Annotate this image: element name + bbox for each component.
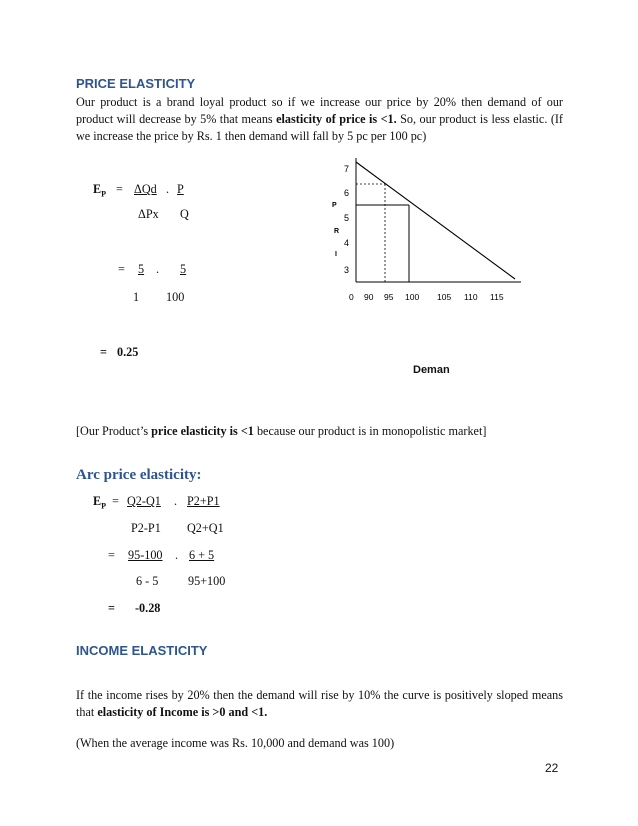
- formula-equals-3: =: [100, 345, 107, 359]
- formula-dqd: ΔQd: [134, 182, 157, 196]
- arc-heading: Arc price elasticity:: [76, 467, 202, 483]
- arc-q2q1: Q2-Q1: [127, 494, 161, 508]
- arc-dot: .: [174, 494, 178, 508]
- x-tick-115: 115: [490, 292, 504, 302]
- arc-p2p1: P2-P1: [131, 521, 161, 535]
- x-tick-0: 0: [349, 292, 354, 302]
- formula-dot: .: [166, 182, 170, 196]
- x-tick-90: 90: [364, 292, 374, 302]
- y-tick-5: 5: [344, 213, 350, 223]
- arc-95-100: 95-100: [128, 548, 163, 562]
- formula-equals: =: [116, 182, 123, 196]
- page-number: 22: [545, 761, 559, 775]
- arc-equals-3: =: [108, 601, 115, 615]
- y-tick-6: 6: [344, 188, 350, 198]
- arc-p2p1-sum: P2+P1: [187, 494, 220, 508]
- arc-equals-2: =: [108, 548, 115, 562]
- formula-100: 100: [166, 290, 185, 304]
- ep-symbol: $E_P$: [93, 182, 107, 199]
- income-heading: INCOME ELASTICITY: [76, 643, 208, 658]
- formula-5b: 5: [180, 262, 187, 276]
- y-label-i: I: [335, 251, 337, 258]
- arc-result: -0.28: [135, 601, 161, 615]
- x-axis-label: Deman: [413, 364, 450, 376]
- price-elasticity-paragraph: [76, 94, 563, 145]
- y-label-p: P: [332, 202, 337, 209]
- formula-5a: 5: [138, 262, 145, 276]
- arc-6-plus-5: 6 + 5: [189, 548, 215, 562]
- income-note: (When the average income was Rs. 10,000 and demand was 100): [76, 736, 395, 750]
- x-tick-100: 100: [405, 292, 420, 302]
- y-tick-7: 7: [344, 164, 350, 174]
- y-tick-3: 3: [344, 265, 350, 275]
- formula-dpx: ΔPx: [138, 207, 159, 221]
- formula-dot-2: .: [156, 262, 160, 276]
- income-paragraph: If the income rises by 20% then the demand will rise by 10% the curve is positively sloped means that elasticity of Income is >0 and <1.: [76, 688, 563, 719]
- x-tick-110: 110: [464, 292, 478, 302]
- x-tick-105: 105: [437, 292, 452, 302]
- price-elasticity-note: [Our Product’s price elasticity is <1 because our product is in monopolistic market]: [76, 424, 487, 438]
- arc-ep: $E_P$: [93, 494, 107, 511]
- paragraph-text-end: So, our product is less elastic. (If we increase the price by Rs. 1 then demand will fall by 5 pc per 100 pc): [76, 112, 563, 143]
- arc-equals: =: [112, 494, 119, 508]
- arc-q2q1-sum: Q2+Q1: [187, 521, 224, 535]
- formula-equals-2: =: [118, 262, 125, 276]
- demand-line: [356, 162, 515, 279]
- arc-6-minus-5: 6 - 5: [136, 574, 159, 588]
- y-label-r: R: [334, 228, 340, 235]
- formula-p: P: [177, 182, 184, 196]
- demand-chart: [325, 150, 525, 310]
- y-tick-4: 4: [344, 238, 350, 248]
- formula-q: Q: [180, 207, 189, 221]
- paragraph-bold: elasticity of price is <1.: [276, 112, 397, 126]
- paragraph-text: Our product is a brand loyal product so if we increase our price by 20% then demand of our product will decrease by 5% that means: [76, 95, 563, 126]
- arc-dot-2: .: [175, 548, 179, 562]
- arc-95-plus-100: 95+100: [188, 574, 226, 588]
- x-tick-95: 95: [384, 292, 394, 302]
- formula-result: 0.25: [117, 345, 139, 359]
- formula-1: 1: [133, 290, 140, 304]
- price-elasticity-heading: PRICE ELASTICITY: [76, 76, 196, 91]
